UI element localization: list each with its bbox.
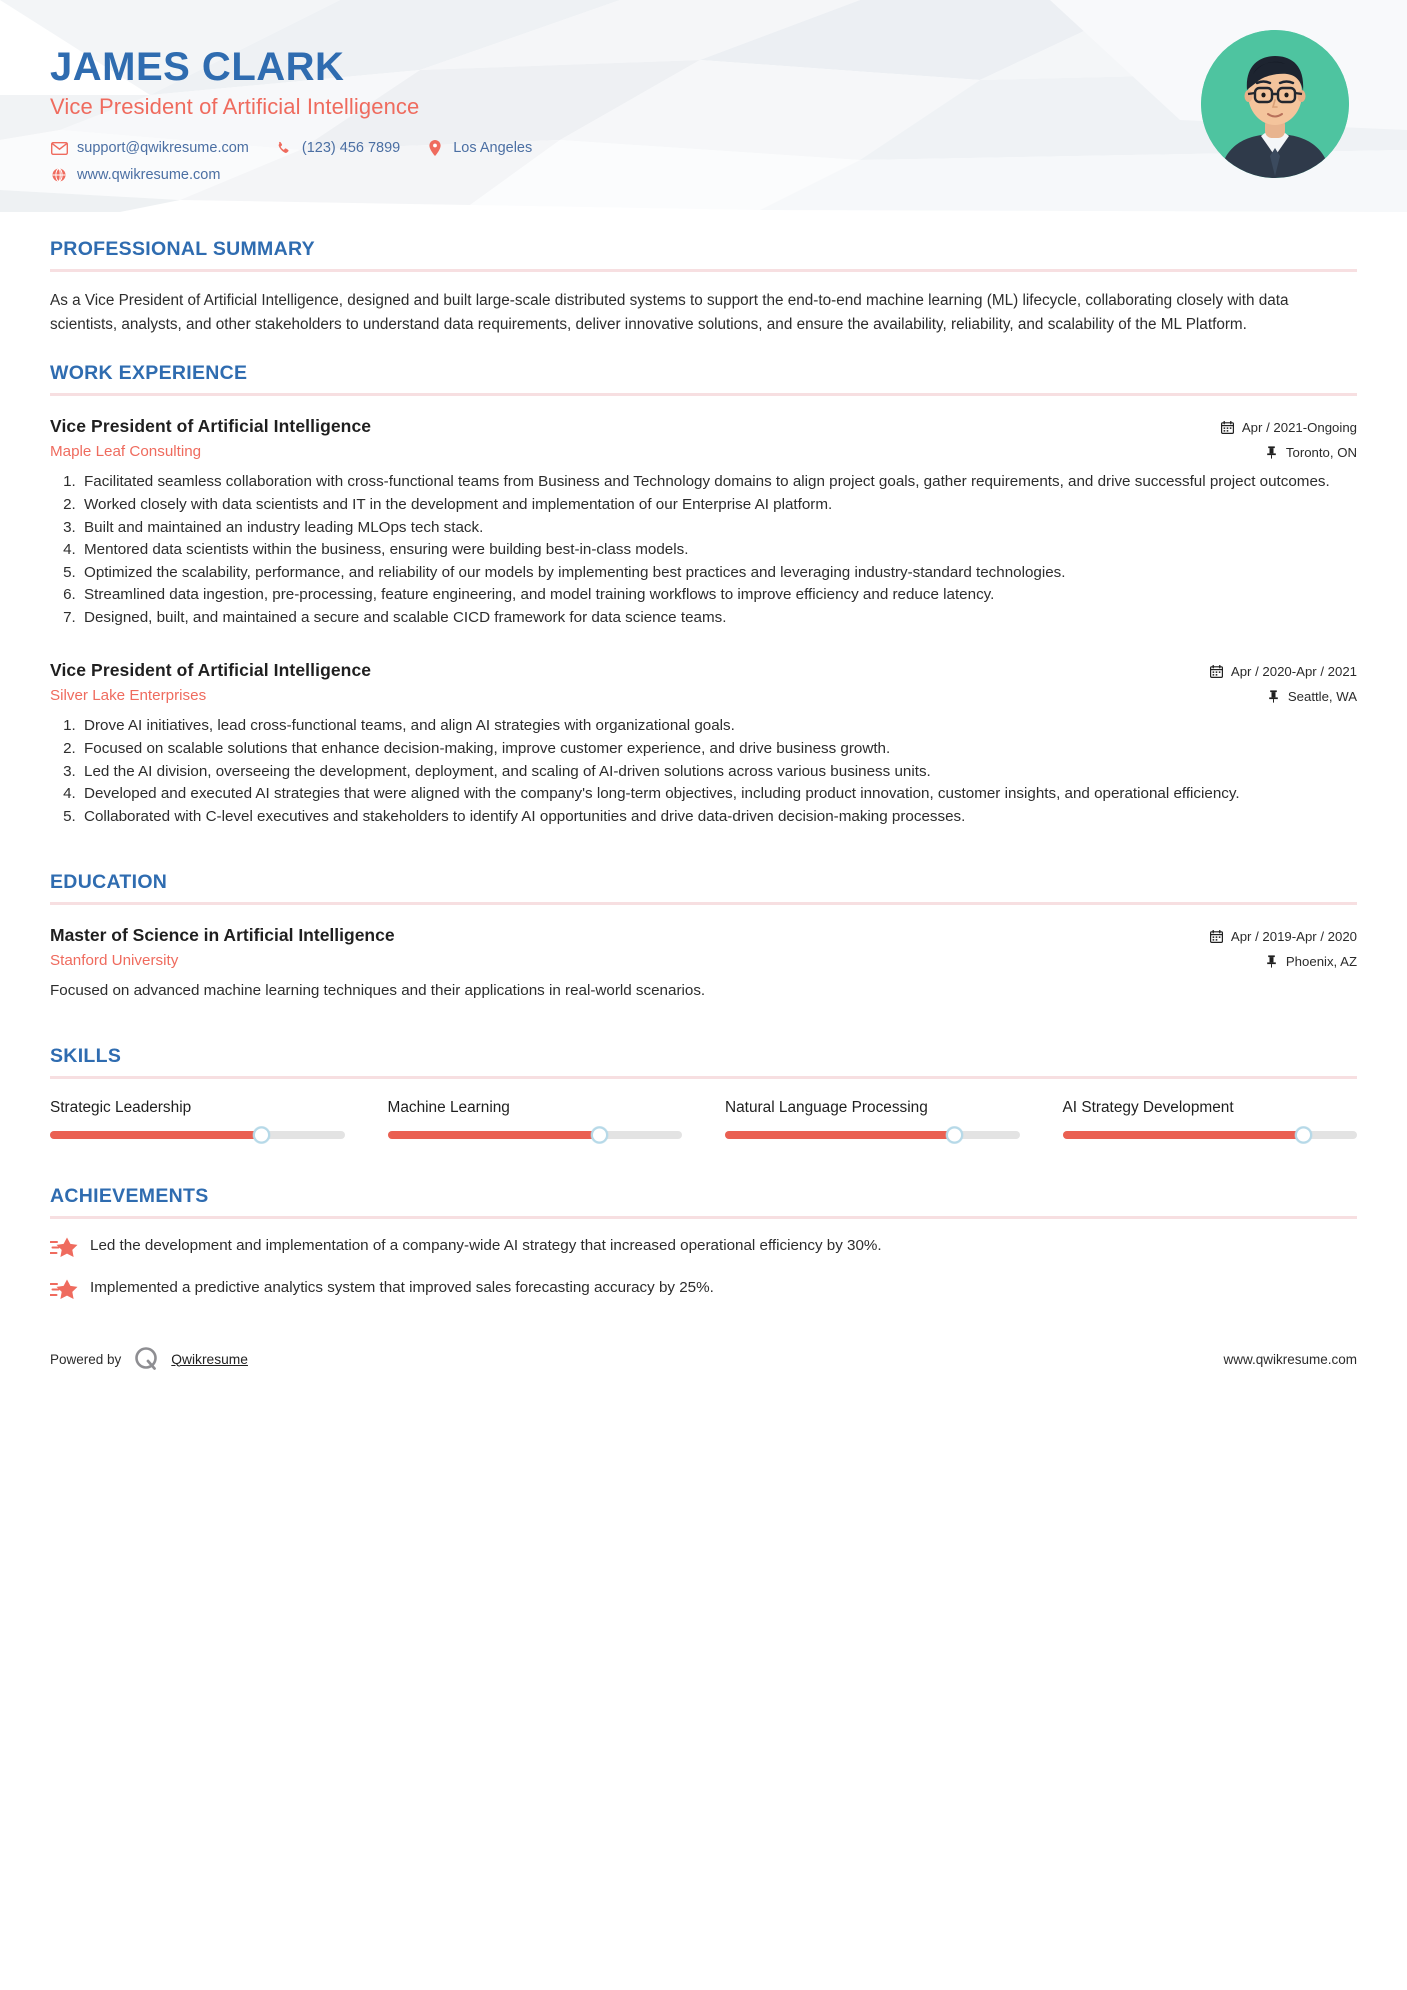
experience-bullets <box>50 715 1357 827</box>
contact-website-text: www.qwikresume.com <box>77 167 221 183</box>
skill-progress-bar <box>50 1131 345 1139</box>
skill-progress-knob[interactable] <box>1295 1127 1312 1144</box>
education-location <box>1210 954 1357 969</box>
experience-location <box>1221 445 1357 460</box>
page-title: JAMES CLARK <box>50 45 345 89</box>
experience-entry <box>50 660 1357 827</box>
list-item: 3. Led the AI division, overseeing the development, deployment, and scaling of AI-driven solutions across various business units. <box>80 761 1357 783</box>
pushpin-icon <box>1265 955 1279 969</box>
list-item <box>50 1235 1357 1262</box>
skill-name: Machine Learning <box>387 1099 510 1117</box>
section-divider <box>50 1216 1357 1219</box>
pushpin-icon <box>1267 690 1281 704</box>
list-item: 4. Mentored data scientists within the business, ensuring were building best-in-class models. <box>80 539 1357 561</box>
education-entry <box>50 925 1357 1003</box>
skill-item <box>388 1097 683 1139</box>
skill-progress-knob[interactable] <box>253 1127 270 1144</box>
experience-dates <box>1221 420 1357 435</box>
contact-info <box>50 140 1357 183</box>
skill-progress-fill <box>388 1131 600 1139</box>
list-item: 1. Facilitated seamless collaboration with cross-functional teams from Business and Technology domains to align project goals, gather requirements, and drive successful project outcomes. <box>80 471 1357 493</box>
calendar-icon <box>1210 930 1224 944</box>
location-pin-icon <box>426 140 444 156</box>
section-education <box>50 871 1357 1003</box>
list-item: 6. Streamlined data ingestion, pre-processing, feature engineering, and model training workflows to improve efficiency and reduce latency. <box>80 584 1357 606</box>
list-item: 3. Built and maintained an industry leading MLOps tech stack. <box>80 517 1357 539</box>
section-divider <box>50 902 1357 905</box>
skill-progress-bar <box>1063 1131 1358 1139</box>
list-item: 2. Focused on scalable solutions that enhance decision-making, improve customer experience, and drive business growth. <box>80 738 1357 760</box>
list-item: 4. Developed and executed AI strategies that were aligned with the company's long-term objectives, including product innovation, customer insights, and operational efficiency. <box>80 783 1357 805</box>
page-footer <box>0 1344 1407 1408</box>
skill-progress-knob[interactable] <box>591 1127 608 1144</box>
experience-location <box>1210 689 1357 704</box>
experience-job-title: Vice President of Artificial Intelligence <box>50 416 372 437</box>
achievement-text: Led the development and implementation of a company-wide AI strategy that increased operational efficiency by 30%. <box>90 1237 882 1255</box>
shooting-star-icon <box>50 1236 80 1262</box>
contact-email-text: support@qwikresume.com <box>77 140 249 156</box>
section-title-experience: WORK EXPERIENCE <box>50 362 248 385</box>
experience-entry <box>50 416 1357 628</box>
list-item: 5. Optimized the scalability, performance, and reliability of our models by implementing best practices and leveraging industry-standard technologies. <box>80 562 1357 584</box>
experience-location-text: Toronto, ON <box>1285 445 1357 461</box>
experience-location-text: Seattle, WA <box>1287 689 1357 705</box>
section-title-achievements: ACHIEVEMENTS <box>50 1185 209 1208</box>
footer-powered-by <box>50 1344 248 1374</box>
footer-powered-by-label: Powered by <box>50 1351 122 1367</box>
skill-item <box>1063 1097 1358 1139</box>
list-item: 2. Worked closely with data scientists and IT in the development and implementation of our Enterprise AI platform. <box>80 494 1357 516</box>
skill-progress-knob[interactable] <box>946 1127 963 1144</box>
education-school: Stanford University <box>50 952 179 970</box>
calendar-icon <box>1221 421 1235 435</box>
list-item <box>50 1277 1357 1304</box>
list-item: 1. Drove AI initiatives, lead cross-functional teams, and align AI strategies with organizational goals. <box>80 715 1357 737</box>
contact-location-text: Los Angeles <box>453 140 533 156</box>
skill-item <box>50 1097 345 1139</box>
section-achievements <box>50 1185 1357 1304</box>
envelope-icon <box>50 140 68 156</box>
skill-progress-bar <box>388 1131 683 1139</box>
skill-progress-fill <box>1063 1131 1304 1139</box>
education-location-text: Phoenix, AZ <box>1285 954 1357 970</box>
resume-header <box>0 0 1407 212</box>
section-divider <box>50 393 1357 396</box>
skill-name: AI Strategy Development <box>1062 1099 1234 1117</box>
education-degree: Master of Science in Artificial Intelligence <box>50 925 395 946</box>
job-role-subtitle: Vice President of Artificial Intelligence <box>50 94 420 119</box>
experience-company: Maple Leaf Consulting <box>50 443 202 461</box>
experience-dates-text: Apr / 2021-Ongoing <box>1241 420 1357 436</box>
skill-name: Natural Language Processing <box>725 1099 928 1117</box>
skill-progress-bar <box>725 1131 1020 1139</box>
list-item: 7. Designed, built, and maintained a secure and scalable CICD framework for data science teams. <box>80 607 1357 629</box>
contact-phone[interactable] <box>275 140 400 156</box>
phone-icon <box>275 140 293 156</box>
experience-bullets <box>50 471 1357 628</box>
section-title-skills: SKILLS <box>50 1045 122 1068</box>
footer-brand-link[interactable]: Qwikresume <box>171 1351 248 1367</box>
experience-dates-text: Apr / 2020-Apr / 2021 <box>1230 664 1357 680</box>
contact-row-primary <box>50 140 1357 156</box>
section-divider <box>50 269 1357 272</box>
education-dates <box>1210 929 1357 944</box>
section-skills <box>50 1045 1357 1139</box>
section-title-summary: PROFESSIONAL SUMMARY <box>50 238 315 260</box>
skill-progress-fill <box>50 1131 262 1139</box>
education-dates-text: Apr / 2019-Apr / 2020 <box>1230 929 1357 945</box>
contact-website[interactable] <box>50 167 220 183</box>
qwikresume-logo-icon <box>131 1344 161 1374</box>
globe-icon <box>50 167 68 183</box>
achievements-list <box>50 1235 1357 1304</box>
experience-dates <box>1210 664 1357 679</box>
skill-item <box>725 1097 1020 1139</box>
skill-name: Strategic Leadership <box>50 1099 192 1117</box>
contact-row-secondary <box>50 167 1357 183</box>
summary-text: As a Vice President of Artificial Intelligence, designed and built large-scale distributed systems to support the end-to-end machine learning (ML) lifecycle, collaborating closely with data scientists, analysts, and other stakeholders to understand data requirements, deliver innovative solutions, and ensure the availability, reliability, and scalability of the ML Platform. <box>50 292 1289 333</box>
calendar-icon <box>1210 665 1224 679</box>
avatar <box>1201 30 1349 178</box>
section-divider <box>50 1076 1357 1079</box>
skill-progress-fill <box>725 1131 955 1139</box>
contact-location <box>426 140 532 156</box>
footer-website: www.qwikresume.com <box>1223 1351 1357 1367</box>
shooting-star-icon <box>50 1278 80 1304</box>
contact-phone-text: (123) 456 7899 <box>301 140 401 156</box>
achievement-text: Implemented a predictive analytics system that improved sales forecasting accuracy by 25%. <box>90 1279 714 1297</box>
contact-email[interactable] <box>50 140 249 156</box>
section-professional-summary <box>50 238 1357 336</box>
section-title-education: EDUCATION <box>50 871 168 894</box>
list-item: 5. Collaborated with C-level executives and stakeholders to identify AI opportunities and drive data-driven decision-making processes. <box>80 806 1357 828</box>
section-work-experience <box>50 362 1357 827</box>
experience-job-title: Vice President of Artificial Intelligence <box>50 660 372 681</box>
education-description: Focused on advanced machine learning techniques and their applications in real-world scenarios. <box>50 982 706 1000</box>
pushpin-icon <box>1265 446 1279 460</box>
skills-grid <box>50 1097 1357 1139</box>
experience-company: Silver Lake Enterprises <box>50 687 207 705</box>
